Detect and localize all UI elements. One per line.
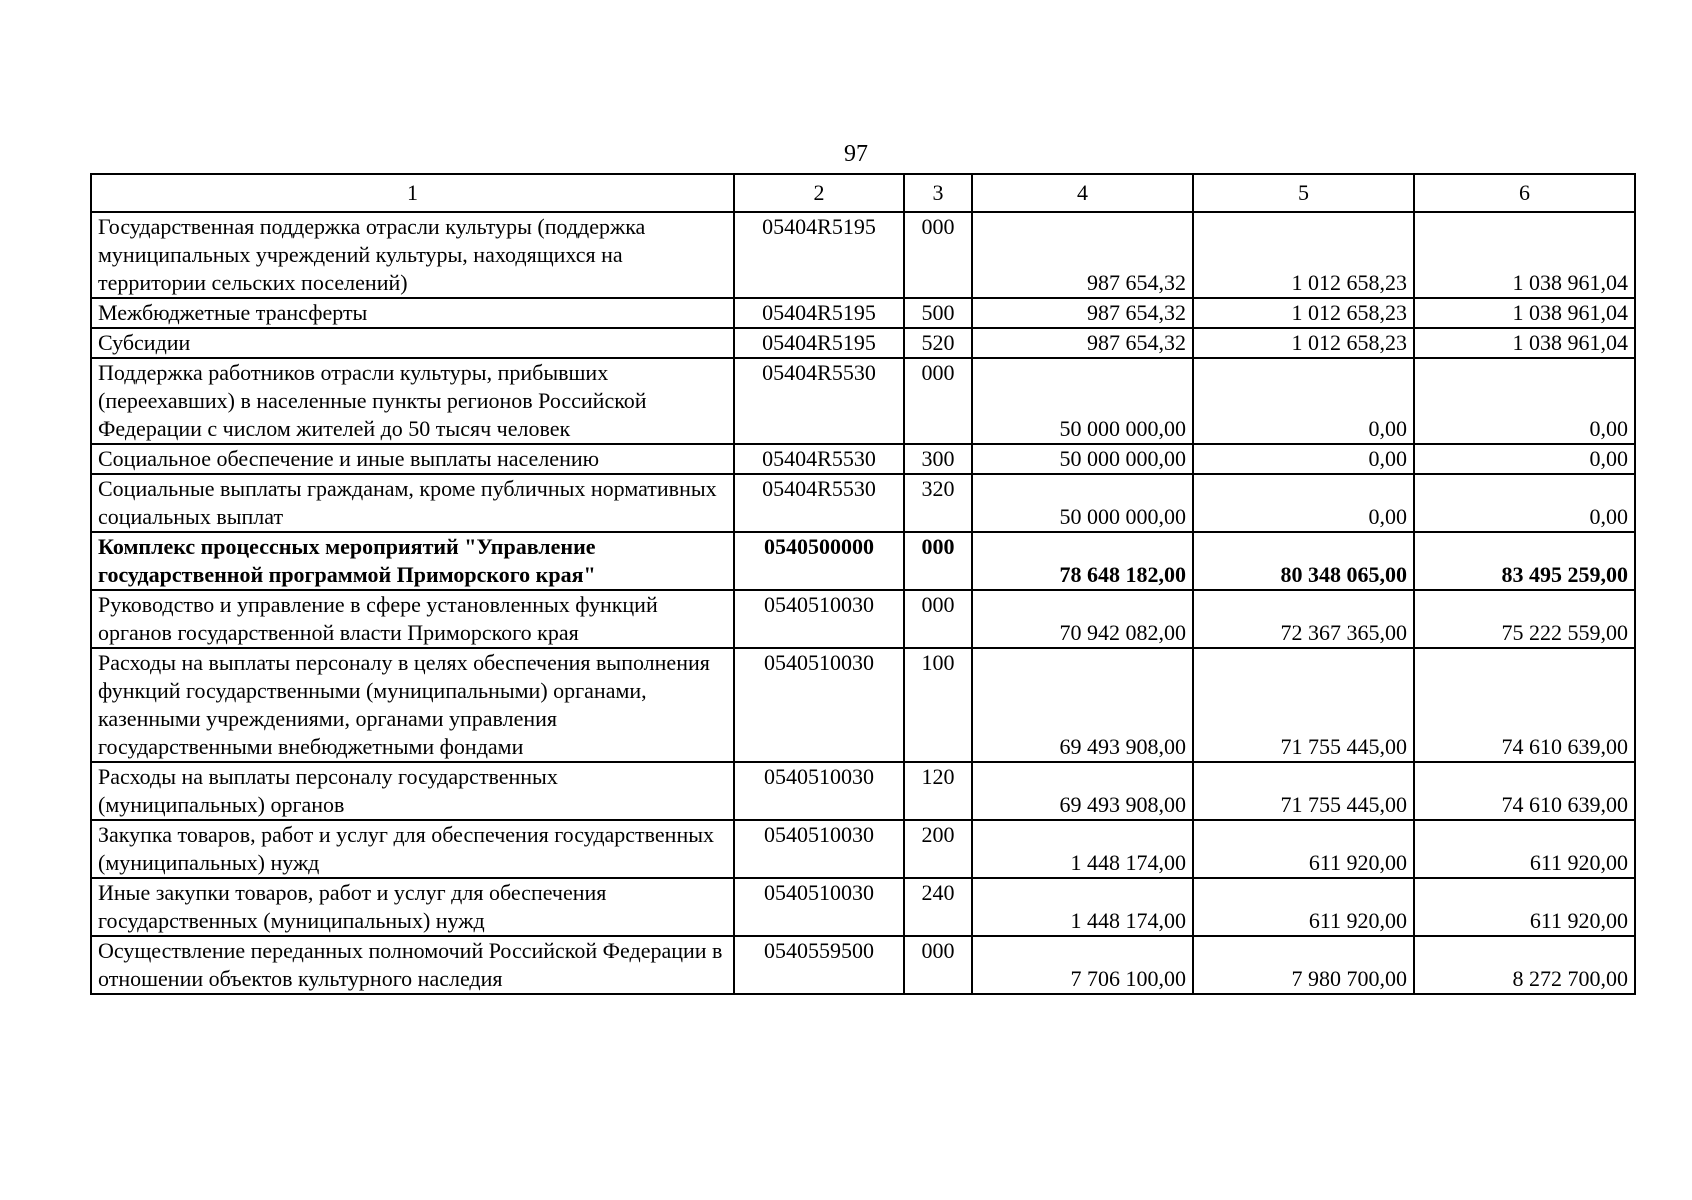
table-row (91, 358, 1635, 444)
column-header-2: 2 (734, 174, 904, 212)
row-value-col6-cell: 1 038 961,04 (1414, 328, 1635, 358)
budget-table (90, 173, 1636, 995)
column-header-6: 6 (1414, 174, 1635, 212)
row-value-col6-cell: 0,00 (1414, 474, 1635, 532)
row-value-col4-cell: 987 654,32 (972, 328, 1193, 358)
row-value-col5-cell: 0,00 (1193, 444, 1414, 474)
table-row (91, 820, 1635, 878)
row-kind-cell: 320 (904, 474, 972, 532)
row-code-cell: 05404R5530 (734, 444, 904, 474)
row-value-col6-cell: 1 038 961,04 (1414, 298, 1635, 328)
row-value-col6-cell: 611 920,00 (1414, 820, 1635, 878)
row-value-col6-cell: 74 610 639,00 (1414, 648, 1635, 762)
row-kind-cell: 000 (904, 936, 972, 994)
row-value-col5-cell: 611 920,00 (1193, 820, 1414, 878)
row-code-cell: 0540510030 (734, 820, 904, 878)
row-value-col5-cell: 1 012 658,23 (1193, 212, 1414, 298)
column-header-1: 1 (91, 174, 734, 212)
row-code-cell: 05404R5195 (734, 328, 904, 358)
row-value-col4-cell: 69 493 908,00 (972, 762, 1193, 820)
page-number: 97 (844, 141, 868, 167)
row-value-col4-cell: 50 000 000,00 (972, 474, 1193, 532)
row-name-cell: Руководство и управление в сфере установленных функций органов государственной власти Приморского края (91, 590, 734, 648)
table-row (91, 328, 1635, 358)
row-name-cell: Закупка товаров, работ и услуг для обеспечения государственных (муниципальных) нужд (91, 820, 734, 878)
row-name-cell: Иные закупки товаров, работ и услуг для обеспечения государственных (муниципальных) нужд (91, 878, 734, 936)
row-value-col4-cell: 78 648 182,00 (972, 532, 1193, 590)
row-value-col6-cell: 1 038 961,04 (1414, 212, 1635, 298)
row-value-col6-cell: 0,00 (1414, 444, 1635, 474)
column-header-4: 4 (972, 174, 1193, 212)
row-code-cell: 0540510030 (734, 878, 904, 936)
row-value-col5-cell: 611 920,00 (1193, 878, 1414, 936)
row-name-cell: Поддержка работников отрасли культуры, прибывших (переехавших) в населенные пункты регионов Российской Федерации с числом жителей до 50 тысяч человек (91, 358, 734, 444)
row-value-col4-cell: 7 706 100,00 (972, 936, 1193, 994)
header-row (91, 174, 1635, 212)
row-value-col6-cell: 611 920,00 (1414, 878, 1635, 936)
row-value-col5-cell: 1 012 658,23 (1193, 298, 1414, 328)
row-kind-cell: 500 (904, 298, 972, 328)
row-value-col4-cell: 69 493 908,00 (972, 648, 1193, 762)
row-code-cell: 0540559500 (734, 936, 904, 994)
row-kind-cell: 200 (904, 820, 972, 878)
row-code-cell: 05404R5195 (734, 298, 904, 328)
table-row (91, 474, 1635, 532)
table-row (91, 590, 1635, 648)
row-value-col4-cell: 50 000 000,00 (972, 358, 1193, 444)
row-code-cell: 05404R5195 (734, 212, 904, 298)
row-name-cell: Осуществление переданных полномочий Российской Федерации в отношении объектов культурного наследия (91, 936, 734, 994)
row-value-col5-cell: 7 980 700,00 (1193, 936, 1414, 994)
row-value-col6-cell: 0,00 (1414, 358, 1635, 444)
table-row (91, 212, 1635, 298)
column-header-5: 5 (1193, 174, 1414, 212)
row-code-cell: 05404R5530 (734, 474, 904, 532)
row-code-cell: 0540510030 (734, 762, 904, 820)
table-row (91, 878, 1635, 936)
row-kind-cell: 100 (904, 648, 972, 762)
table-row (91, 648, 1635, 762)
row-kind-cell: 000 (904, 212, 972, 298)
row-value-col5-cell: 80 348 065,00 (1193, 532, 1414, 590)
row-name-cell: Расходы на выплаты персоналу государственных (муниципальных) органов (91, 762, 734, 820)
row-value-col5-cell: 72 367 365,00 (1193, 590, 1414, 648)
row-value-col5-cell: 0,00 (1193, 474, 1414, 532)
row-name-cell: Межбюджетные трансферты (91, 298, 734, 328)
row-value-col4-cell: 1 448 174,00 (972, 820, 1193, 878)
row-value-col5-cell: 71 755 445,00 (1193, 762, 1414, 820)
table-row (91, 444, 1635, 474)
row-name-cell: Субсидии (91, 328, 734, 358)
row-value-col4-cell: 1 448 174,00 (972, 878, 1193, 936)
row-name-cell: Расходы на выплаты персоналу в целях обеспечения выполнения функций государственными (муниципальными) органами, казенными учреждениями, органами управления государственными внебюджетными фондами (91, 648, 734, 762)
row-kind-cell: 240 (904, 878, 972, 936)
row-code-cell: 05404R5530 (734, 358, 904, 444)
row-kind-cell: 300 (904, 444, 972, 474)
row-value-col4-cell: 987 654,32 (972, 298, 1193, 328)
row-value-col4-cell: 50 000 000,00 (972, 444, 1193, 474)
row-value-col6-cell: 75 222 559,00 (1414, 590, 1635, 648)
row-code-cell: 0540510030 (734, 590, 904, 648)
row-kind-cell: 120 (904, 762, 972, 820)
row-name-cell: Комплекс процессных мероприятий "Управление государственной программой Приморского края" (91, 532, 734, 590)
table-row (91, 532, 1635, 590)
row-value-col4-cell: 987 654,32 (972, 212, 1193, 298)
row-kind-cell: 000 (904, 358, 972, 444)
row-value-col5-cell: 1 012 658,23 (1193, 328, 1414, 358)
row-value-col5-cell: 0,00 (1193, 358, 1414, 444)
row-value-col6-cell: 74 610 639,00 (1414, 762, 1635, 820)
table-row (91, 762, 1635, 820)
row-name-cell: Государственная поддержка отрасли культуры (поддержка муниципальных учреждений культуры, находящихся на территории сельских поселений) (91, 212, 734, 298)
table-row (91, 936, 1635, 994)
row-value-col6-cell: 83 495 259,00 (1414, 532, 1635, 590)
row-code-cell: 0540510030 (734, 648, 904, 762)
row-name-cell: Социальные выплаты гражданам, кроме публичных нормативных социальных выплат (91, 474, 734, 532)
row-kind-cell: 000 (904, 590, 972, 648)
row-value-col6-cell: 8 272 700,00 (1414, 936, 1635, 994)
row-value-col4-cell: 70 942 082,00 (972, 590, 1193, 648)
table-row (91, 298, 1635, 328)
column-header-3: 3 (904, 174, 972, 212)
row-kind-cell: 520 (904, 328, 972, 358)
row-kind-cell: 000 (904, 532, 972, 590)
row-code-cell: 0540500000 (734, 532, 904, 590)
row-value-col5-cell: 71 755 445,00 (1193, 648, 1414, 762)
row-name-cell: Социальное обеспечение и иные выплаты населению (91, 444, 734, 474)
